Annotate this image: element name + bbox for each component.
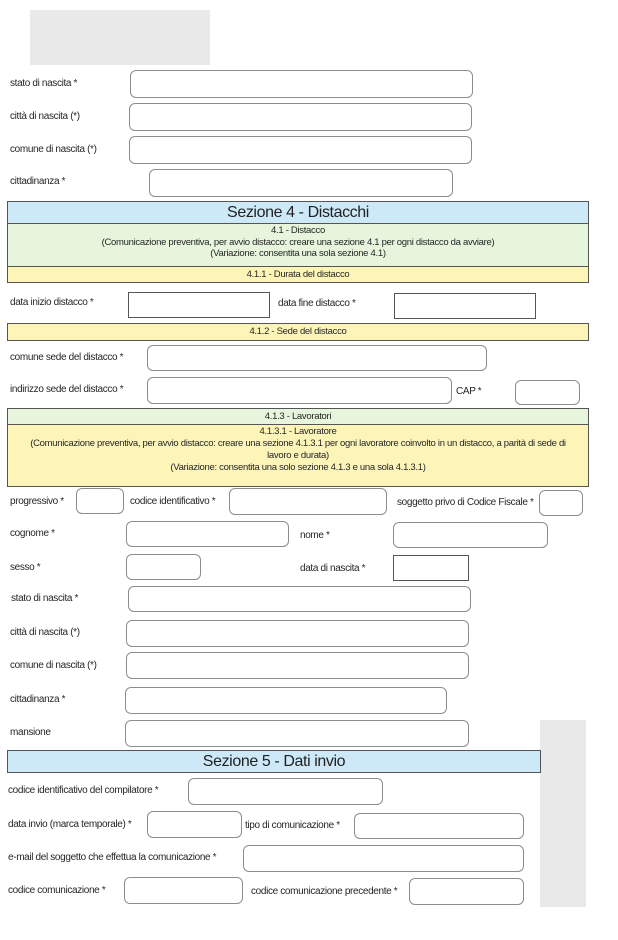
label-cognome: cognome *: [10, 528, 55, 539]
worker-cittadinanza-input[interactable]: [125, 687, 447, 714]
label-comune-sede: comune sede del distacco *: [10, 352, 124, 363]
section-4-1-title: 4.1 - Distacco: [271, 225, 325, 236]
label-worker-stato-nascita: stato di nascita *: [11, 593, 79, 604]
section-5-header: Sezione 5 - Dati invio: [7, 750, 541, 773]
section-4-1-header: [7, 223, 589, 267]
label-mansione: mansione: [10, 727, 51, 738]
data-invio-input[interactable]: [147, 811, 242, 838]
section-4-1-1-header: 4.1.1 - Durata del distacco: [7, 266, 589, 283]
label-worker-comune-nascita: comune di nascita (*): [10, 660, 97, 671]
worker-comune-nascita-input[interactable]: [126, 652, 469, 679]
worker-stato-nascita-input[interactable]: [128, 586, 471, 612]
section-4-1-3-1-variation: (Variazione: consentita una solo sezione 4.1.3 e una sola 4.1.3.1): [170, 462, 426, 473]
label-tipo-comunicazione: tipo di comunicazione *: [245, 820, 340, 831]
section-4-1-2-header: 4.1.2 - Sede del distacco: [7, 323, 589, 341]
cognome-input[interactable]: [126, 521, 289, 547]
label-citta-nascita: città di nascita (*): [10, 111, 80, 122]
sesso-input[interactable]: [126, 554, 201, 580]
label-nome: nome *: [300, 530, 330, 541]
nome-input[interactable]: [393, 522, 548, 548]
label-worker-cittadinanza: cittadinanza *: [10, 694, 66, 705]
mansione-input[interactable]: [125, 720, 469, 747]
section-4-1-3-1-note: (Comunicazione preventiva, per avvio distacco: creare una sezione 4.1.3.1 per ogni lavoratore coinvolto in un distacco, a parità di sede di: [30, 438, 566, 449]
label-data-inizio: data inizio distacco *: [10, 297, 94, 308]
tipo-comunicazione-input[interactable]: [354, 813, 524, 839]
label-cap: CAP *: [456, 386, 482, 397]
data-fine-input[interactable]: [394, 293, 536, 319]
email-input[interactable]: [243, 845, 524, 872]
section-4-1-3-1-note-cont: lavoro e durata): [267, 450, 329, 461]
label-privo-codice-fiscale: soggetto privo di Codice Fiscale *: [397, 497, 534, 508]
label-progressivo: progressivo *: [10, 496, 64, 507]
data-inizio-input[interactable]: [128, 292, 270, 318]
label-sesso: sesso *: [10, 562, 41, 573]
label-comune-nascita: comune di nascita (*): [10, 144, 97, 155]
redacted-area-top: [30, 10, 210, 65]
codice-comunicazione-input[interactable]: [124, 877, 243, 904]
comune-nascita-input[interactable]: [129, 136, 472, 164]
comune-sede-input[interactable]: [147, 345, 487, 371]
cap-input[interactable]: [515, 380, 580, 405]
label-worker-citta-nascita: città di nascita (*): [10, 627, 80, 638]
redacted-area-right: [540, 720, 586, 907]
label-cittadinanza: cittadinanza *: [10, 176, 66, 187]
section-4-header: Sezione 4 - Distacchi: [7, 201, 589, 224]
label-data-nascita: data di nascita *: [300, 563, 366, 574]
indirizzo-sede-input[interactable]: [147, 377, 452, 404]
label-indirizzo-sede: indirizzo sede del distacco *: [10, 384, 124, 395]
codice-compilatore-input[interactable]: [188, 778, 383, 805]
citta-nascita-input[interactable]: [129, 103, 472, 131]
section-4-1-3-header: 4.1.3 - Lavoratori: [7, 408, 589, 425]
section-4-1-note: (Comunicazione preventiva, per avvio distacco: creare una sezione 4.1 per ogni distacco da avviare): [101, 236, 495, 248]
codice-precedente-input[interactable]: [409, 878, 524, 905]
section-4-1-3-1-header: [7, 424, 589, 487]
privo-codice-fiscale-input[interactable]: [539, 490, 583, 516]
progressivo-input[interactable]: [76, 488, 124, 514]
label-codice-identificativo: codice identificativo *: [130, 496, 216, 507]
cittadinanza-input[interactable]: [149, 169, 453, 197]
stato-nascita-input[interactable]: [130, 70, 473, 98]
data-nascita-input[interactable]: [393, 555, 469, 581]
label-data-invio: data invio (marca temporale) *: [8, 819, 132, 830]
label-codice-precedente: codice comunicazione precedente *: [251, 886, 398, 897]
section-4-1-variation: (Variazione: consentita una sola sezione 4.1): [210, 248, 386, 259]
section-4-1-3-1-title: 4.1.3.1 - Lavoratore: [259, 426, 337, 437]
label-codice-comunicazione: codice comunicazione *: [8, 885, 106, 896]
label-codice-compilatore: codice identificativo del compilatore *: [8, 785, 159, 796]
label-stato-nascita: stato di nascita *: [10, 78, 78, 89]
label-email: e-mail del soggetto che effettua la comunicazione *: [8, 852, 217, 863]
worker-citta-nascita-input[interactable]: [126, 620, 469, 647]
codice-identificativo-input[interactable]: [229, 488, 387, 515]
label-data-fine: data fine distacco *: [278, 298, 356, 309]
